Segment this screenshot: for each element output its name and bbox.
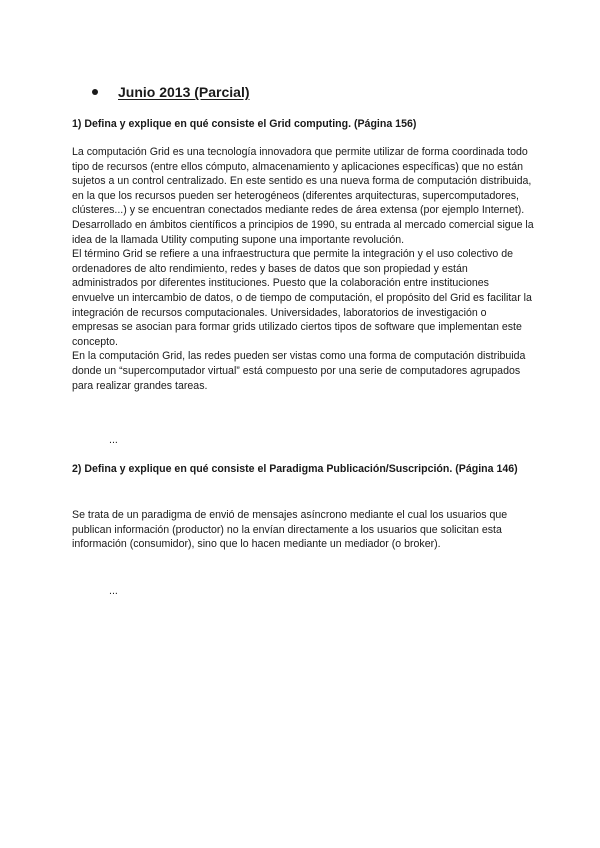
- question-2-answer: [72, 508, 534, 552]
- answer-paragraph: Se trata de un paradigma de envió de mensajes asíncrono mediante el cual los usuarios que publican información (productor) no la envían directamente a los usuarios que solicitan esta información (consumidor), sino que lo hacen mediante un mediador (o broker).: [72, 509, 508, 551]
- section-title: Junio 2013 (Parcial): [118, 84, 250, 100]
- question-2-ellipsis: ...: [109, 585, 118, 597]
- section-heading: [92, 84, 250, 100]
- bullet-icon: [92, 89, 98, 95]
- question-1-title: 1) Defina y explique en qué consiste el Grid computing. (Página 156): [72, 118, 417, 130]
- answer-paragraph: La computación Grid es una tecnología innovadora que permite utilizar de forma coordinada todo tipo de recursos (entre ellos cómputo, almacenamiento y aplicaciones específicas) que no están sujetos a un control centralizado. En este sentido es una nueva forma de computación distribuida, en la que los recursos pueden ser heterogéneos (diferentes arquitecturas, supercomputadores, clústeres...) y se encuentran conectados mediante redes de área extensa (por ejemplo Internet). Desarrollado en ámbitos científicos a principios de 1990, su entrada al mercado comercial sigue la idea de la llamada Utility computing supone una importante revolución.: [72, 146, 534, 246]
- answer-paragraph: En la computación Grid, las redes pueden ser vistas como una forma de computación distribuida donde un “supercomputador virtual” está compuesto por una serie de computadores agrupados para realizar grandes tareas.: [72, 350, 526, 392]
- question-2-title: 2) Defina y explique en qué consiste el Paradigma Publicación/Suscripción. (Página 146): [72, 463, 518, 475]
- answer-paragraph: El término Grid se refiere a una infraestructura que permite la integración y el uso colectivo de ordenadores de alto rendimiento, redes y bases de datos que son propiedad y están administrados por diferentes instituciones. Puesto que la colaboración entre instituciones envuelve un intercambio de datos, o de tiempo de computación, el propósito del Grid es facilitar la integración de recursos computacionales. Universidades, laboratorios de investigación o empresas se asocian para formar grids utilizado ciertos tipos de software que implementan este concepto.: [72, 248, 532, 348]
- question-1-ellipsis: ...: [109, 434, 118, 446]
- question-1-answer: [72, 145, 534, 393]
